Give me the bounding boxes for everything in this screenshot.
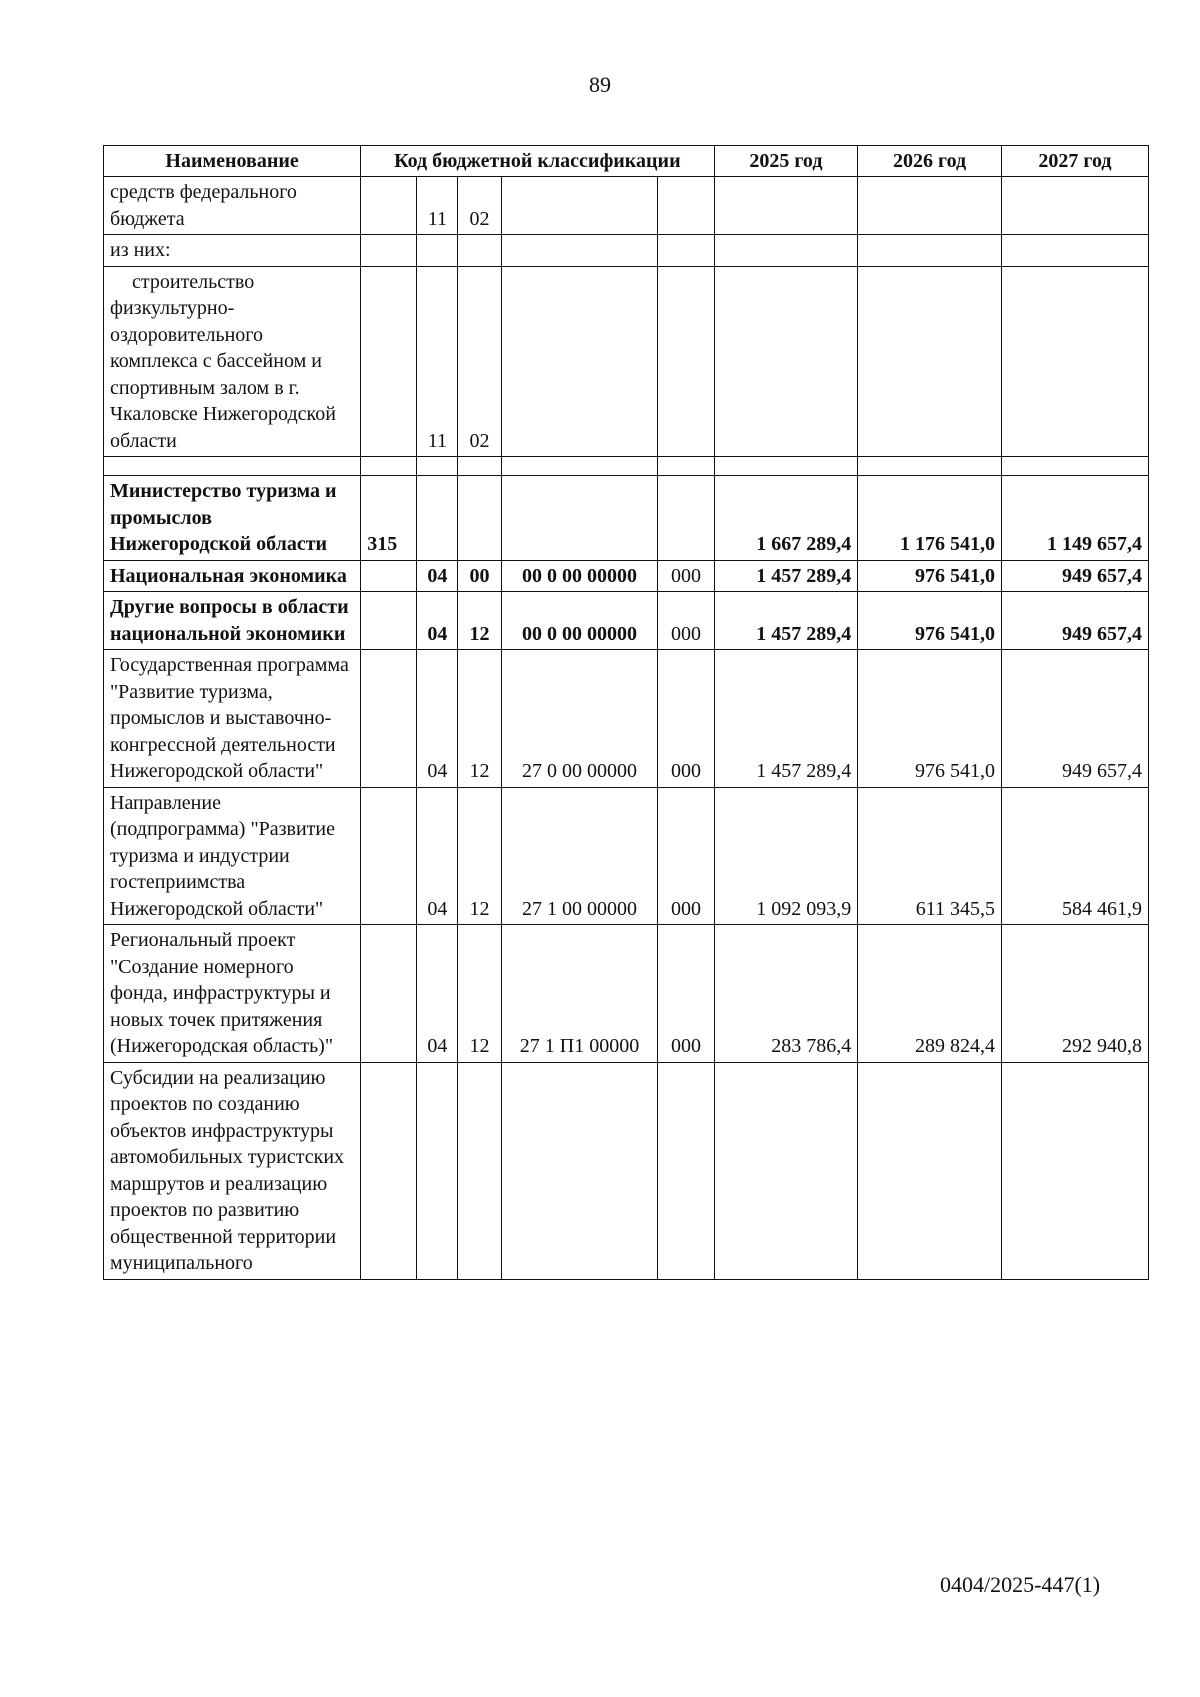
row-name: Национальная экономика — [104, 560, 361, 592]
row-2027: 1 149 657,4 — [1001, 476, 1148, 561]
table-row — [104, 235, 1149, 267]
row-2026 — [858, 1062, 1002, 1279]
row-vr — [658, 457, 714, 476]
row-pr — [458, 476, 501, 561]
row-vr — [658, 1062, 714, 1279]
row-csr — [501, 266, 658, 457]
header-2026: 2026 год — [858, 146, 1002, 177]
row-2026 — [858, 457, 1002, 476]
row-2027 — [1001, 1062, 1148, 1279]
table-row — [104, 560, 1149, 592]
row-name — [104, 266, 361, 457]
row-name: Государственная программа "Развитие туризма, промыслов и выставочно-конгрессной деятельности Нижегородской области" — [104, 650, 361, 788]
row-rz — [417, 457, 458, 476]
row-name: Региональный проект "Создание номерного фонда, инфраструктуры и новых точек притяжения (Нижегородская область)" — [104, 925, 361, 1063]
table-header-row — [104, 146, 1149, 177]
row-vr: 000 — [658, 592, 714, 650]
row-name: Субсидии на реализацию проектов по созданию объектов инфраструктуры автомобильных туристских маршрутов и реализацию проектов по развитию общественной территории муниципального — [104, 1062, 361, 1279]
header-2025: 2025 год — [714, 146, 858, 177]
row-csr: 27 1 00 00000 — [501, 787, 658, 925]
row-2025 — [714, 457, 858, 476]
row-grbs — [361, 925, 417, 1063]
row-rz — [417, 235, 458, 267]
row-2027 — [1001, 177, 1148, 235]
page-number: 89 — [589, 72, 611, 97]
row-csr: 00 0 00 00000 — [501, 592, 658, 650]
row-csr: 00 0 00 00000 — [501, 560, 658, 592]
row-2026 — [858, 177, 1002, 235]
row-2025 — [714, 235, 858, 267]
row-rz: 04 — [417, 787, 458, 925]
row-2026: 289 824,4 — [858, 925, 1002, 1063]
row-2025: 1 457 289,4 — [714, 650, 858, 788]
document-code: 0404/2025-447(1) — [940, 1572, 1101, 1597]
row-rz — [417, 476, 458, 561]
table-row — [104, 787, 1149, 925]
row-rz: 11 — [417, 177, 458, 235]
row-vr — [658, 266, 714, 457]
row-pr: 02 — [458, 177, 501, 235]
row-2027: 949 657,4 — [1001, 650, 1148, 788]
row-csr — [501, 476, 658, 561]
row-2025 — [714, 177, 858, 235]
table-row — [104, 266, 1149, 457]
row-pr — [458, 457, 501, 476]
row-grbs — [361, 177, 417, 235]
row-pr: 12 — [458, 787, 501, 925]
row-rz — [417, 1062, 458, 1279]
row-pr: 00 — [458, 560, 501, 592]
row-2026 — [858, 266, 1002, 457]
row-2026 — [858, 235, 1002, 267]
row-2025: 1 092 093,9 — [714, 787, 858, 925]
row-csr — [501, 177, 658, 235]
row-vr — [658, 235, 714, 267]
row-2027: 292 940,8 — [1001, 925, 1148, 1063]
row-grbs — [361, 650, 417, 788]
row-2025: 283 786,4 — [714, 925, 858, 1063]
row-2027 — [1001, 457, 1148, 476]
row-vr: 000 — [658, 650, 714, 788]
table-row — [104, 1062, 1149, 1279]
row-rz: 04 — [417, 650, 458, 788]
row-name: Министерство туризма и промыслов Нижегородской области — [104, 476, 361, 561]
row-pr — [458, 1062, 501, 1279]
row-csr — [501, 457, 658, 476]
row-name: Другие вопросы в области национальной экономики — [104, 592, 361, 650]
row-name: Направление (подпрограмма) "Развитие туризма и индустрии гостеприимства Нижегородской области" — [104, 787, 361, 925]
row-grbs — [361, 787, 417, 925]
row-rz: 04 — [417, 592, 458, 650]
row-pr: 12 — [458, 925, 501, 1063]
row-2027: 949 657,4 — [1001, 592, 1148, 650]
row-2026: 976 541,0 — [858, 592, 1002, 650]
row-2025 — [714, 266, 858, 457]
row-csr: 27 1 П1 00000 — [501, 925, 658, 1063]
row-2027 — [1001, 266, 1148, 457]
header-name: Наименование — [104, 146, 361, 177]
row-2027 — [1001, 235, 1148, 267]
budget-table — [103, 145, 1149, 1280]
row-grbs — [361, 266, 417, 457]
row-vr: 000 — [658, 787, 714, 925]
table-row — [104, 592, 1149, 650]
table-row — [104, 925, 1149, 1063]
row-2026: 1 176 541,0 — [858, 476, 1002, 561]
row-rz: 04 — [417, 925, 458, 1063]
row-2027: 949 657,4 — [1001, 560, 1148, 592]
row-2025: 1 667 289,4 — [714, 476, 858, 561]
row-2027: 584 461,9 — [1001, 787, 1148, 925]
row-vr: 000 — [658, 560, 714, 592]
row-name: из них: — [104, 235, 361, 267]
row-pr: 12 — [458, 650, 501, 788]
row-csr — [501, 235, 658, 267]
row-pr — [458, 235, 501, 267]
row-grbs — [361, 1062, 417, 1279]
table-row — [104, 650, 1149, 788]
row-rz: 11 — [417, 266, 458, 457]
header-2027: 2027 год — [1001, 146, 1148, 177]
row-grbs — [361, 592, 417, 650]
row-vr — [658, 476, 714, 561]
row-name-text: строительство физкультурно-оздоровительного комплекса с бассейном и спортивным залом в г. Чкаловске Нижегородской области — [110, 270, 336, 452]
row-2026: 976 541,0 — [858, 650, 1002, 788]
row-vr: 000 — [658, 925, 714, 1063]
row-name — [104, 457, 361, 476]
row-csr: 27 0 00 00000 — [501, 650, 658, 788]
row-grbs — [361, 560, 417, 592]
row-2026: 976 541,0 — [858, 560, 1002, 592]
row-2025: 1 457 289,4 — [714, 592, 858, 650]
row-2025 — [714, 1062, 858, 1279]
header-code: Код бюджетной классификации — [361, 146, 714, 177]
row-grbs: 315 — [361, 476, 417, 561]
row-grbs — [361, 235, 417, 267]
table-row — [104, 177, 1149, 235]
row-grbs — [361, 457, 417, 476]
row-2026: 611 345,5 — [858, 787, 1002, 925]
table-row-empty — [104, 457, 1149, 476]
row-pr: 02 — [458, 266, 501, 457]
row-pr: 12 — [458, 592, 501, 650]
row-2025: 1 457 289,4 — [714, 560, 858, 592]
row-rz: 04 — [417, 560, 458, 592]
table-row — [104, 476, 1149, 561]
row-vr — [658, 177, 714, 235]
row-name: средств федерального бюджета — [104, 177, 361, 235]
row-csr — [501, 1062, 658, 1279]
